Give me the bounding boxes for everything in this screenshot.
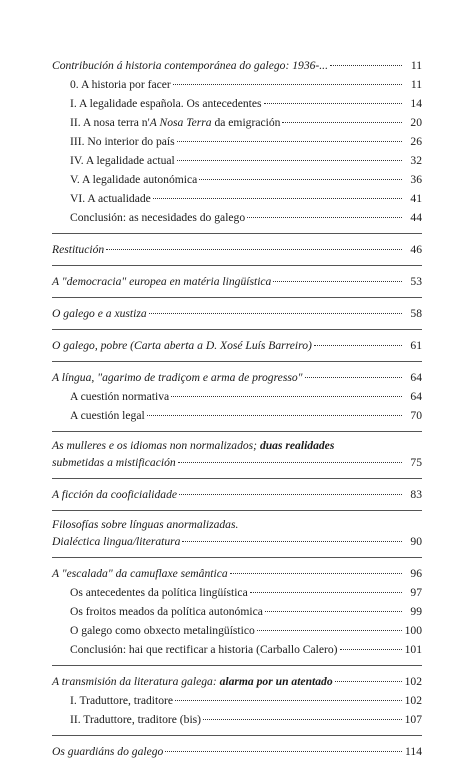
table-of-contents: [52, 56, 422, 761]
toc-subentry-title: 0. A historia por facer: [70, 78, 171, 91]
toc-entry: [52, 453, 422, 472]
toc-subentry-title: II. Traduttore, traditore (bis): [70, 713, 202, 726]
toc-entry-page: 90: [410, 535, 422, 548]
toc-subentry: [52, 602, 422, 621]
toc-subentry-page: 101: [404, 643, 422, 656]
dot-leader: [305, 377, 402, 378]
dot-leader: [340, 649, 402, 650]
toc-entry: [52, 742, 422, 761]
toc-entry-title: O galego, pobre (Carta aberta a D. Xosé Luís Barreiro): [52, 339, 312, 352]
toc-subentry-page: 14: [410, 97, 422, 110]
toc-entry-title: submetidas a mistificación: [52, 456, 176, 469]
dot-leader: [177, 141, 402, 142]
toc-entry-page: 83: [410, 488, 422, 501]
toc-entry-page: 58: [410, 307, 422, 320]
toc-entry: [52, 240, 422, 259]
title-text: As mulleres e os idiomas non normalizados;: [52, 439, 260, 452]
toc-entry-page: 64: [410, 371, 422, 384]
toc-subentry: [52, 640, 422, 659]
toc-entry-title: Restitución: [52, 243, 105, 256]
toc-subentry: [52, 621, 422, 640]
toc-subentry-title: Os antecedentes da política lingüística: [70, 586, 248, 599]
dot-leader: [177, 160, 402, 161]
dot-leader: [173, 84, 402, 85]
dot-leader: [314, 345, 402, 346]
toc-subentry-page: 64: [410, 390, 422, 403]
toc-subentry-page: 11: [410, 78, 422, 91]
toc-entry-page: 75: [410, 456, 422, 469]
toc-subentry-title: [70, 113, 280, 132]
toc-entry-page: 114: [405, 745, 422, 758]
toc-entry: [52, 564, 422, 583]
toc-subentry: [52, 583, 422, 602]
toc-subentry-title: IV. A legalidade actual: [70, 154, 175, 167]
toc-subentry-page: 32: [410, 154, 422, 167]
toc-entry-page: 11: [410, 59, 422, 72]
toc-subentry: [52, 406, 422, 425]
divider: [52, 431, 422, 432]
toc-entry-title: Os guardiáns do galego: [52, 745, 164, 758]
toc-subentry-title: A cuestión normativa: [70, 390, 170, 403]
toc-subentry: [52, 189, 422, 208]
toc-subentry-title: A cuestión legal: [70, 409, 145, 422]
toc-subentry-page: 102: [404, 694, 422, 707]
dot-leader: [250, 592, 402, 593]
toc-entry: [52, 304, 422, 323]
dot-leader: [330, 65, 402, 66]
divider: [52, 510, 422, 511]
title-text: da emigración: [211, 116, 281, 129]
toc-entry-page: 53: [410, 275, 422, 288]
dot-leader: [165, 751, 402, 752]
dot-leader: [264, 103, 402, 104]
dot-leader: [149, 313, 402, 314]
toc-subentry-title: VI. A actualidade: [70, 192, 151, 205]
toc-subentry-title: Conclusión: hai que rectificar a historia (Carballo Calero): [70, 643, 338, 656]
newspaper-title: A Nosa Terra: [149, 116, 212, 129]
toc-entry-page: 102: [404, 675, 422, 688]
divider: [52, 233, 422, 234]
toc-subentry-title: I. A legalidade española. Os antecedentes: [70, 97, 262, 110]
dot-leader: [282, 122, 402, 123]
dot-leader: [247, 217, 402, 218]
title-text: II. A nosa terra n': [70, 116, 150, 129]
toc-entry-title: A "escalada" da camuflaxe semântica: [52, 567, 228, 580]
toc-subentry-title: I. Traduttore, traditore: [70, 694, 174, 707]
toc-entry: [52, 272, 422, 291]
toc-subentry-title: V. A legalidade autonómica: [70, 173, 198, 186]
dot-leader: [171, 396, 402, 397]
divider: [52, 557, 422, 558]
divider: [52, 297, 422, 298]
dot-leader: [257, 630, 402, 631]
toc-subentry: [52, 208, 422, 227]
dot-leader: [179, 494, 402, 495]
toc-subentry-page: 100: [404, 624, 422, 637]
toc-subentry-page: 26: [410, 135, 422, 148]
toc-subentry-page: 36: [410, 173, 422, 186]
dot-leader: [147, 415, 402, 416]
toc-subentry-title: III. No interior do país: [70, 135, 175, 148]
toc-entry-title: [52, 672, 333, 691]
dot-leader: [273, 281, 402, 282]
toc-entry: [52, 672, 422, 691]
toc-entry: [52, 336, 422, 355]
toc-subentry: [52, 387, 422, 406]
toc-subentry-page: 20: [410, 116, 422, 129]
toc-entry-page: 46: [410, 243, 422, 256]
dot-leader: [153, 198, 402, 199]
toc-subentry-page: 41: [410, 192, 422, 205]
toc-entry-title: Dialéctica lingua/literatura: [52, 535, 181, 548]
toc-subentry-title: O galego como obxecto metalingüístico: [70, 624, 255, 637]
toc-entry-title-line: Filosofías sobre línguas anormalizadas.: [52, 518, 239, 531]
toc-subentry: [52, 170, 422, 189]
divider: [52, 265, 422, 266]
toc-subentry: [52, 94, 422, 113]
dot-leader: [265, 611, 402, 612]
toc-subentry-page: 107: [404, 713, 422, 726]
toc-subentry-title: Conclusión: as necesidades do galego: [70, 211, 246, 224]
dot-leader: [199, 179, 402, 180]
toc-entry-title: Contribución á historia contemporánea do galego: 1936-...: [52, 59, 328, 72]
toc-entry-title: A "democracia" europea en matéria lingüística: [52, 275, 272, 288]
toc-subentry: [52, 710, 422, 729]
toc-subentry-page: 44: [410, 211, 422, 224]
toc-entry: [52, 532, 422, 551]
toc-entry-title-line: [52, 438, 422, 453]
dot-leader: [178, 462, 402, 463]
divider: [52, 329, 422, 330]
toc-entry-title: O galego e a xustiza: [52, 307, 147, 320]
toc-entry-title: A ficción da cooficialidade: [52, 488, 178, 501]
toc-entry-title: A língua, "agarimo de tradiçom e arma de progresso": [52, 371, 303, 384]
toc-subentry-page: 70: [410, 409, 422, 422]
toc-subentry: [52, 151, 422, 170]
toc-entry-page: 61: [410, 339, 422, 352]
dot-leader: [230, 573, 402, 574]
divider: [52, 361, 422, 362]
divider: [52, 735, 422, 736]
title-emphasis: duas realidades: [259, 439, 335, 452]
toc-subentry-page: 97: [410, 586, 422, 599]
title-emphasis: alarma por un atentado: [219, 675, 333, 688]
dot-leader: [182, 541, 402, 542]
toc-subentry-page: 99: [410, 605, 422, 618]
divider: [52, 478, 422, 479]
dot-leader: [203, 719, 402, 720]
dot-leader: [106, 249, 402, 250]
divider: [52, 665, 422, 666]
toc-subentry: [52, 75, 422, 94]
toc-entry: [52, 485, 422, 504]
toc-entry: [52, 368, 422, 387]
title-text: A transmisión da literatura galega:: [52, 675, 220, 688]
toc-entry-page: 96: [410, 567, 422, 580]
dot-leader: [335, 681, 402, 682]
toc-entry: [52, 56, 422, 75]
toc-subentry-title: Os froitos meados da política autonómica: [70, 605, 263, 618]
toc-subentry: [52, 113, 422, 132]
toc-subentry: [52, 132, 422, 151]
